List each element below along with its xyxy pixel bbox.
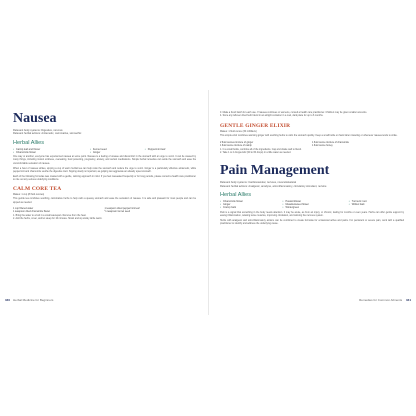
ingredient-item: ½ teaspoon fennel seed [104,209,131,213]
continued-steps [220,112,404,118]
ally-item: • Passionflower [283,200,349,203]
ally-item: • Chamomile flower [13,151,90,154]
page-number: 340 [5,298,11,302]
herbal-allies-heading: Herbal Allies [220,191,252,198]
ingredient-item: 1 teaspoon dried chamomile flower [13,209,51,213]
intro-paragraph: Each of the following formulas was created with a gentle, calming approach in mind. If you feel nauseated frequently or for long periods, please consult a health care practitioner to rule out any serious underlying conditions. [13,175,196,182]
recipe-steps [220,149,404,155]
pain-paragraph: Pain is a signal that something in the body needs attention. It may be acute, as from an injury, or chronic, lasting for months or even years. Herbs can offer gentle support by easing inflammation, relaxing tense muscles, improving circulation, and calming the nervous system. [220,211,404,217]
recipe-steps [13,215,196,221]
ingredient-list [13,207,196,213]
page-number: 341 [405,298,411,302]
body-systems-line: Relevant body systems: Digestive, nervous [13,129,63,132]
section-title-nausea: Nausea [13,111,57,126]
right-footer [359,298,411,302]
herbal-actions-line: Relevant herbal actions: Antiemetic, carminative, stomachic [13,132,82,136]
recipe-step: 2. Add the herbs, cover, and let steep for 10 minutes. Strain and sip slowly while warm. [13,218,103,221]
body-systems-line: Relevant body systems: Cardiovascular, nervous, musculoskeletal [220,181,296,185]
right-column [220,112,404,226]
intro-paragraph: When a bout of nausea strikes, sipping a cup of warm herbal tea can help relax the stomach and reduce the urge to vomit. Ginger is a particularly effective antiemetic, while peppermint and chamomile soothe the digestive tract. Sipping slowly is important, as gulping can aggravate an already upset stomach. [13,167,196,173]
ally-item: • Fennel seed [90,148,145,151]
ally-item: • Peppermint leaf [145,148,196,151]
ingredient-item: 1 teaspoon dried peppermint leaf [104,206,140,210]
ingredient-item: 2 fluid ounces tincture of ginger [220,140,254,144]
running-title: Remedies for Common Ailments [359,298,403,302]
recipe-makes: Makes: 1 cup (8 fluid ounces) [13,193,45,197]
ally-item: • Willow bark [349,203,404,206]
section-title-pain-management: Pain Management [220,163,330,179]
ingredient-list [220,141,404,147]
recipe-step: 3. Make a fresh batch for each use. If nausea continues or worsens, consult a health care practitioner. Children may be given smaller amounts. [220,112,368,114]
herbal-actions-line: Relevant herbal actions: Analgesic, anodyne, anti-inflammatory, circulatory stimulant, nervine [220,184,327,188]
recipe-makes: Makes: 1 fluid ounce (30 milliliters) [220,130,257,134]
ally-item: • Chamomile flower [220,200,283,203]
recipe-intro: This simple elixir combines warming ginger with soothing herbs to calm the stomach quickly. Keep a small bottle on hand when traveling or whenever nausea tends to strike. [220,135,398,138]
ally-item: • Wintergreen [283,206,349,209]
ingredient-item: 1 cup filtered water [13,206,34,210]
ingredient-item: 1 fluid ounce tincture of catnip [220,143,252,147]
ally-item: • Ginger [220,203,283,206]
herbal-allies-list [220,200,404,210]
recipe-title-gentle-ginger-elixir: GENTLE GINGER ELIXIR [220,123,291,130]
recipe-step: 1. Bring the water to a boil in a small saucepan. Remove from the heat. [13,215,87,218]
pain-paragraph: Herbs with analgesic and anti-inflammatory actions can be combined to create formulas for occasional aches and pains. For persistent or severe pain, work with a qualified practitioner to identify and address the underlying cause. [220,220,404,226]
ally-item: • Meadowsweet flower [283,203,349,206]
recipe-intro: This gentle tea combines soothing, carminative herbs to help calm a queasy stomach and ease the sensation of nausea. It is safe and pleasant for most people and can be sipped as needed. [13,198,196,204]
herbal-allies-list [13,148,196,155]
recipe-step: 4. Store any leftover dried herb blend in an airtight container in a cool, dark place for up to 6 months. [220,115,324,118]
right-page [208,90,416,315]
left-footer [5,298,53,302]
recipe-step: 1. In a small bottle, combine all of the ingredients. Cap and shake well to blend. [220,148,302,151]
left-page [0,90,209,315]
recipe-title-calm-core-tea: CALM CORE TEA [13,186,62,193]
herbal-allies-heading: Herbal Allies [13,139,45,146]
running-title: Herbal Medicine for Beginners [13,298,54,302]
book-spread [0,90,416,315]
ally-item: • Cramp bark [220,206,283,209]
recipe-step: 2. Take 1 to 2 droppersful (30 to 60 drops) in a little water as needed. [220,152,292,155]
ingredient-item: 1 fluid ounce honey [312,143,333,147]
ally-item: • Catnip leaf and flower [13,148,90,151]
left-column [13,111,196,221]
intro-paragraph: One way or another, everyone has experienced nausea at some point. Nausea is a feeling of unease and discomfort in the stomach with an urge to vomit. It can be caused by many things, including motion sickness, overeating, food poisoning, pregnancy, anxiety, and certain medications. Simple herbal remedies can settle the stomach and ease the uncomfortable sensation of nausea. [13,156,196,165]
ally-item: • Turmeric root [349,200,404,203]
ally-item: • Ginger [90,151,145,154]
ingredient-item: 1 fluid ounce tincture of chamomile [312,140,349,144]
